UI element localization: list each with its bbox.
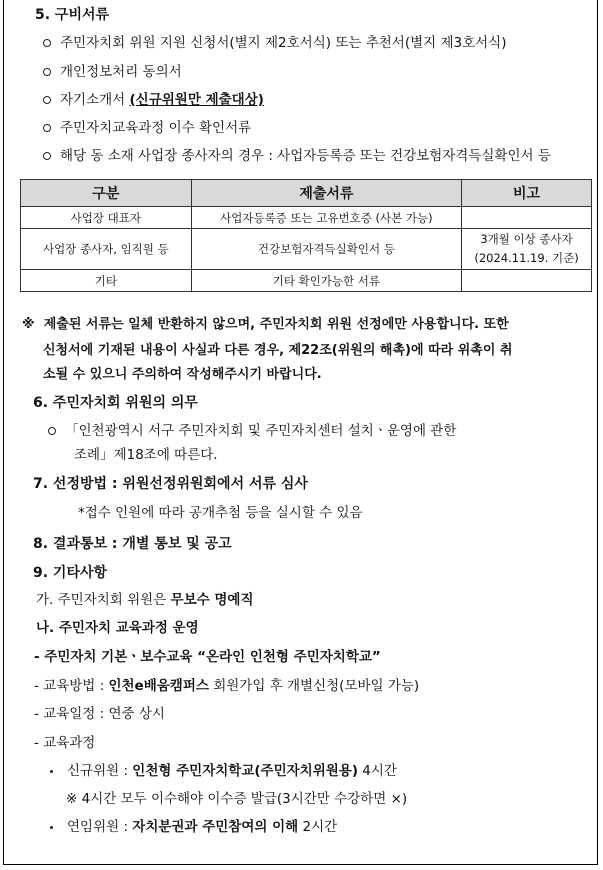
table-row: [21, 207, 592, 229]
list-item: 주민자치회 위원 지원 신청서(별지 제2호서식) 또는 추천서(별지 제3호서식): [43, 34, 506, 52]
section8-title: 8. 결과통보 : 개별 통보 및 공고: [33, 536, 232, 552]
circle-bullet-icon: [43, 68, 51, 76]
circle-bullet-icon: [43, 96, 51, 104]
text-line: 나. 주민자치 교육과정 운영: [36, 620, 199, 636]
section5-title: 5. 구비서류: [35, 7, 110, 23]
section9-title: 9. 기타사항: [33, 565, 108, 581]
circle-bullet-icon: [43, 124, 51, 132]
circle-bullet-icon: [43, 39, 51, 47]
table-header: 비고: [462, 180, 592, 207]
list-item: 자기소개서 (신규위원만 제출대상): [43, 91, 264, 109]
list-item: 「인천광역시 서구 주민자치회 및 주민자치센터 설치ㆍ운영에 관한: [48, 422, 456, 440]
table-cell: [462, 270, 592, 292]
notice-line: 신청서에 기재된 내용이 사실과 다른 경우, 제22조(위원의 해촉)에 따라 위촉이 취: [43, 343, 513, 358]
table-header-row: [21, 180, 592, 207]
list-item: 신규위원 : 인천형 주민자치학교(주민자치위원용) 4시간: [50, 762, 397, 780]
list-item: 해당 동 소재 사업장 종사자의 경우 : 사업자등록증 또는 건강보험자격득실확인서 등: [43, 147, 551, 165]
table-cell: 건강보험자격득실확인서 등: [191, 229, 461, 270]
circle-bullet-icon: [43, 152, 51, 160]
table-header: 제출서류: [191, 180, 461, 207]
list-item: 주민자치교육과정 이수 확인서류: [43, 119, 251, 137]
notice-line: 소될 수 있으니 주의하여 작성해주시기 바랍니다.: [43, 367, 322, 382]
text-line: 가. 주민자치회 위원은 무보수 명예직: [36, 592, 254, 608]
list-item: 개인정보처리 동의서: [43, 63, 182, 81]
table-cell: 기타: [21, 270, 192, 292]
text-line: - 교육과정: [34, 735, 96, 751]
section7-title: 7. 선정방법 : 위원선정위원회에서 서류 심사: [33, 476, 308, 492]
text-line: - 교육방법 : 인천e배움캠퍼스 회원가입 후 개별신청(모바일 가능): [34, 678, 420, 694]
text-line: - 교육일정 : 연중 상시: [34, 706, 165, 722]
reference-mark: ※: [22, 317, 35, 332]
section7-note: *접수 인원에 따라 공개추첨 등을 실시할 수 있음: [78, 505, 363, 521]
table-cell: 3개월 이상 종사자 (2024.11.19. 기준): [462, 229, 592, 270]
text-line: 조례」제18조에 따른다.: [74, 447, 218, 463]
table-cell: [462, 207, 592, 229]
table-cell: 기타 확인가능한 서류: [191, 270, 461, 292]
text-line: - 주민자치 기본ㆍ보수교육 “온라인 인천형 주민자치학교”: [34, 649, 381, 665]
table-cell: 사업장 종사자, 임직원 등: [21, 229, 192, 270]
dot-bullet-icon: [50, 770, 53, 773]
dot-bullet-icon: [50, 826, 53, 829]
documents-table: [20, 179, 592, 292]
notice-line: ※ 제출된 서류는 일체 반환하지 않으며, 주민자치회 위원 선정에만 사용합니다. 또한: [22, 317, 509, 332]
emphasis-text: (신규위원만 제출대상): [129, 92, 264, 108]
section6-title: 6. 주민자치회 위원의 의무: [33, 395, 198, 411]
list-item: 연임위원 : 자치분권과 주민참여의 이해 2시간: [50, 818, 337, 836]
table-row: [21, 270, 592, 292]
table-header: 구분: [21, 180, 192, 207]
table-cell: 사업자등록증 또는 고유번호증 (사본 가능): [191, 207, 461, 229]
text-line: ※ 4시간 모두 이수해야 이수증 발급(3시간만 수강하면 ×): [66, 791, 408, 807]
table-row: [21, 229, 592, 270]
circle-bullet-icon: [48, 427, 56, 435]
table-cell: 사업장 대표자: [21, 207, 192, 229]
